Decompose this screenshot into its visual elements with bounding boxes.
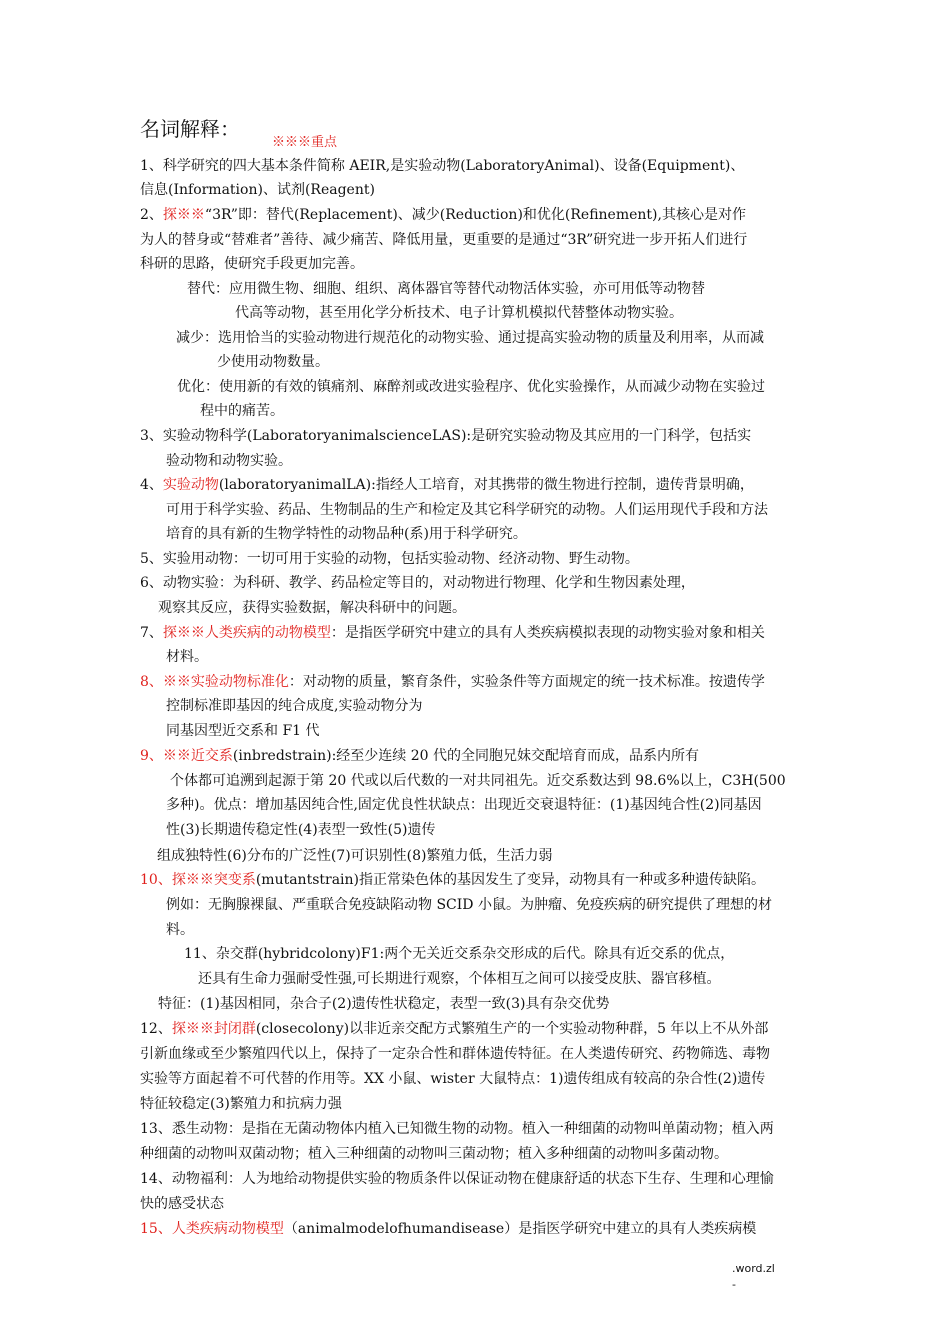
- text-segment: 材料。: [166, 649, 208, 665]
- text-line: [166, 920, 194, 940]
- text-line: [187, 279, 705, 299]
- text-line: [140, 1094, 342, 1114]
- text-segment: 5、实验用动物：一切可用于实验的动物，包括实验动物、经济动物、野生动物。: [140, 551, 639, 567]
- text-segment: 优化：使用新的有效的镇痛剂、麻醉剂或改进实验程序、优化实验操作，从而减少动物在实验过: [177, 379, 765, 395]
- highlight-text: 8、※※实验动物标准化: [140, 674, 289, 690]
- text-segment: 减少：选用恰当的实验动物进行规范化的动物实验、通过提高实验动物的质量及利用率，从而减: [176, 330, 764, 346]
- text-segment: 6、动物实验：为科研、教学、药品检定等目的，对动物进行物理、化学和生物因素处理，: [140, 575, 695, 591]
- text-segment: 14、动物福利：人为地给动物提供实验的物质条件以保证动物在健康舒适的状态下生存、生理和心理愉: [140, 1171, 774, 1187]
- text-line: [140, 475, 754, 495]
- text-segment: 多种)。优点：增加基因纯合性,固定优良性状缺点：出现近交衰退特征：(1)基因纯合性(2)同基因: [166, 797, 762, 813]
- text-line: [140, 746, 699, 766]
- text-line: [235, 303, 683, 323]
- text-line: [140, 254, 364, 274]
- text-line: [140, 549, 639, 569]
- highlight-text: 15、人类疾病动物模型: [140, 1221, 284, 1237]
- text-segment: 科研的思路，使研究手段更加完善。: [140, 256, 364, 272]
- text-segment: 还具有生命力强耐受性强,可长期进行观察，个体相互之间可以接受皮肤、器官移植。: [198, 971, 721, 987]
- text-segment: 控制标准即基因的纯合成度,实验动物分为: [166, 698, 423, 714]
- text-segment: “3R”即：替代(Replacement)、减少(Reduction)和优化(Refinement),其核心是对作: [204, 207, 746, 223]
- text-segment: 引新血缘或至少繁殖四代以上，保持了一定杂合性和群体遗传特征。在人类遗传研究、药物筛选、毒物: [140, 1046, 770, 1062]
- highlight-text: 实验动物: [162, 477, 219, 493]
- footer-line-2: -: [732, 1278, 736, 1291]
- text-segment: (closecolony)以非近亲交配方式繁殖生产的一个实验动物种群，5 年以上不从外部: [255, 1021, 769, 1037]
- text-segment: 4、: [140, 477, 163, 493]
- text-line: [217, 352, 329, 372]
- page-title: 名词解释：: [140, 117, 240, 141]
- text-segment: 快的感受状态: [140, 1196, 224, 1212]
- text-line: [140, 1144, 728, 1164]
- highlight-text: 10、探※※突变系: [140, 872, 256, 888]
- text-segment: 3、实验动物科学(LaboratoryanimalscienceLAS):是研究实验动物及其应用的一门科学，包括实: [140, 428, 752, 444]
- text-line: [140, 1219, 756, 1239]
- text-segment: 7、: [140, 625, 163, 641]
- text-line: [166, 795, 762, 815]
- footer-line-1: .word.zl: [732, 1262, 775, 1275]
- text-segment: 12、: [140, 1021, 172, 1037]
- text-line: [140, 180, 375, 200]
- text-line: [157, 846, 553, 866]
- text-line: [170, 771, 786, 791]
- text-segment: 少使用动物数量。: [217, 354, 329, 370]
- text-segment: 同基因型近交系和 F1 代: [166, 723, 320, 739]
- text-line: [166, 696, 422, 716]
- text-segment: 验动物和动物实验。: [166, 453, 292, 469]
- text-segment: 培育的具有新的生物学特性的动物品种(系)用于科学研究。: [166, 526, 527, 542]
- text-segment: 2、: [140, 207, 163, 223]
- text-segment: ：是指医学研究中建立的具有人类疾病模拟表现的动物实验对象和相关: [330, 625, 765, 641]
- text-line: [140, 870, 765, 890]
- text-segment: 组成独特性(6)分布的广泛性(7)可识别性(8)繁殖力低，生活力弱: [157, 848, 553, 864]
- text-line: [176, 328, 764, 348]
- text-line: [166, 820, 436, 840]
- text-line: [166, 500, 768, 520]
- text-segment: 1、科学研究的四大基本条件简称 AEIR,是实验动物(LaboratoryAnimal)、设备(Equipment)、: [140, 158, 745, 174]
- text-line: [184, 944, 734, 964]
- key-marker: ※※※重点: [272, 135, 338, 150]
- text-segment: 替代：应用微生物、细胞、组织、离体器官等替代动物活体实验，亦可用低等动物替: [187, 281, 705, 297]
- text-line: [140, 1069, 765, 1089]
- text-line: [140, 1194, 224, 1214]
- text-line: [158, 994, 610, 1014]
- text-line: [198, 969, 720, 989]
- text-line: [166, 721, 320, 741]
- text-line: [166, 451, 292, 471]
- text-line: [140, 1044, 770, 1064]
- highlight-text: 探※※封闭群: [171, 1021, 256, 1037]
- text-segment: 信息(Information)、试剂(Reagent): [140, 182, 375, 198]
- text-segment: (laboratoryanimalLA):指经人工培育，对其携带的微生物进行控制，遗传背景明确，: [218, 477, 754, 493]
- text-segment: （animalmodelofhumandisease）是指医学研究中建立的具有人类疾病模: [283, 1221, 757, 1237]
- text-segment: (inbredstrain):经至少连续 20 代的全同胞兄妹交配培育而成，品系内所有: [232, 748, 700, 764]
- text-line: [140, 1169, 774, 1189]
- text-line: [166, 895, 772, 915]
- text-segment: 实验等方面起着不可代替的作用等。XX 小鼠、wister 大鼠特点：1)遗传组成有较高的杂合性(2)遗传: [140, 1071, 766, 1087]
- text-segment: 11、杂交群(hybridcolony)F1:两个无关近交系杂交形成的后代。除具有近交系的优点，: [184, 946, 735, 962]
- text-segment: 种细菌的动物叫双菌动物；植入三种细菌的动物叫三菌动物；植入多种细菌的动物叫多菌动物。: [140, 1146, 728, 1162]
- page-footer: [732, 1261, 775, 1293]
- text-segment: 特征：(1)基因相同，杂合子(2)遗传性状稳定，表型一致(3)具有杂交优势: [158, 996, 610, 1012]
- text-segment: 程中的痛苦。: [200, 403, 284, 419]
- text-segment: 特征较稳定(3)繁殖力和抗病力强: [140, 1096, 342, 1112]
- text-segment: 观察其反应，获得实验数据，解决科研中的问题。: [158, 600, 466, 616]
- text-segment: 13、悉生动物：是指在无菌动物体内植入已知微生物的动物。植入一种细菌的动物叫单菌动物；植入两: [140, 1121, 774, 1137]
- text-line: [140, 205, 746, 225]
- text-line: [140, 230, 747, 250]
- text-line: [166, 647, 208, 667]
- text-segment: 性(3)长期遗传稳定性(4)表型一致性(5)遗传: [166, 822, 436, 838]
- highlight-text: 9、※※近交系: [140, 748, 233, 764]
- text-segment: (mutantstrain)指正常染色体的基因发生了变异，动物具有一种或多种遗传缺陷。: [255, 872, 766, 888]
- text-segment: 料。: [166, 922, 194, 938]
- text-line: [140, 1119, 774, 1139]
- text-segment: 例如：无胸腺裸鼠、严重联合免疫缺陷动物 SCID 小鼠。为肿瘤、免疫疾病的研究提供了理想的材: [166, 897, 772, 913]
- text-segment: 代高等动物，甚至用化学分析技术、电子计算机模拟代替整体动物实验。: [235, 305, 683, 321]
- text-segment: 可用于科学实验、药品、生物制品的生产和检定及其它科学研究的动物。人们运用现代手段和方法: [166, 502, 768, 518]
- text-segment: 为人的替身或“替难者”善待、减少痛苦、降低用量，更重要的是通过“3R”研究进一步开拓人们进行: [140, 232, 748, 248]
- text-line: [200, 401, 284, 421]
- text-line: [158, 598, 466, 618]
- text-line: [140, 573, 695, 593]
- text-line: [140, 672, 765, 692]
- text-segment: ：对动物的质量，繁育条件，实验条件等方面规定的统一技术标准。按遗传学: [288, 674, 765, 690]
- highlight-text: 探※※: [162, 207, 205, 223]
- text-line: [140, 623, 765, 643]
- text-line: [140, 1019, 768, 1039]
- text-segment: 个体都可追溯到起源于第 20 代或以后代数的一对共同祖先。近交系数达到 98.6%以上，C3H(500: [170, 773, 786, 789]
- text-line: [177, 377, 765, 397]
- text-line: [140, 426, 751, 446]
- highlight-text: 探※※人类疾病的动物模型: [162, 625, 331, 641]
- text-line: [166, 524, 527, 544]
- text-line: [140, 156, 744, 176]
